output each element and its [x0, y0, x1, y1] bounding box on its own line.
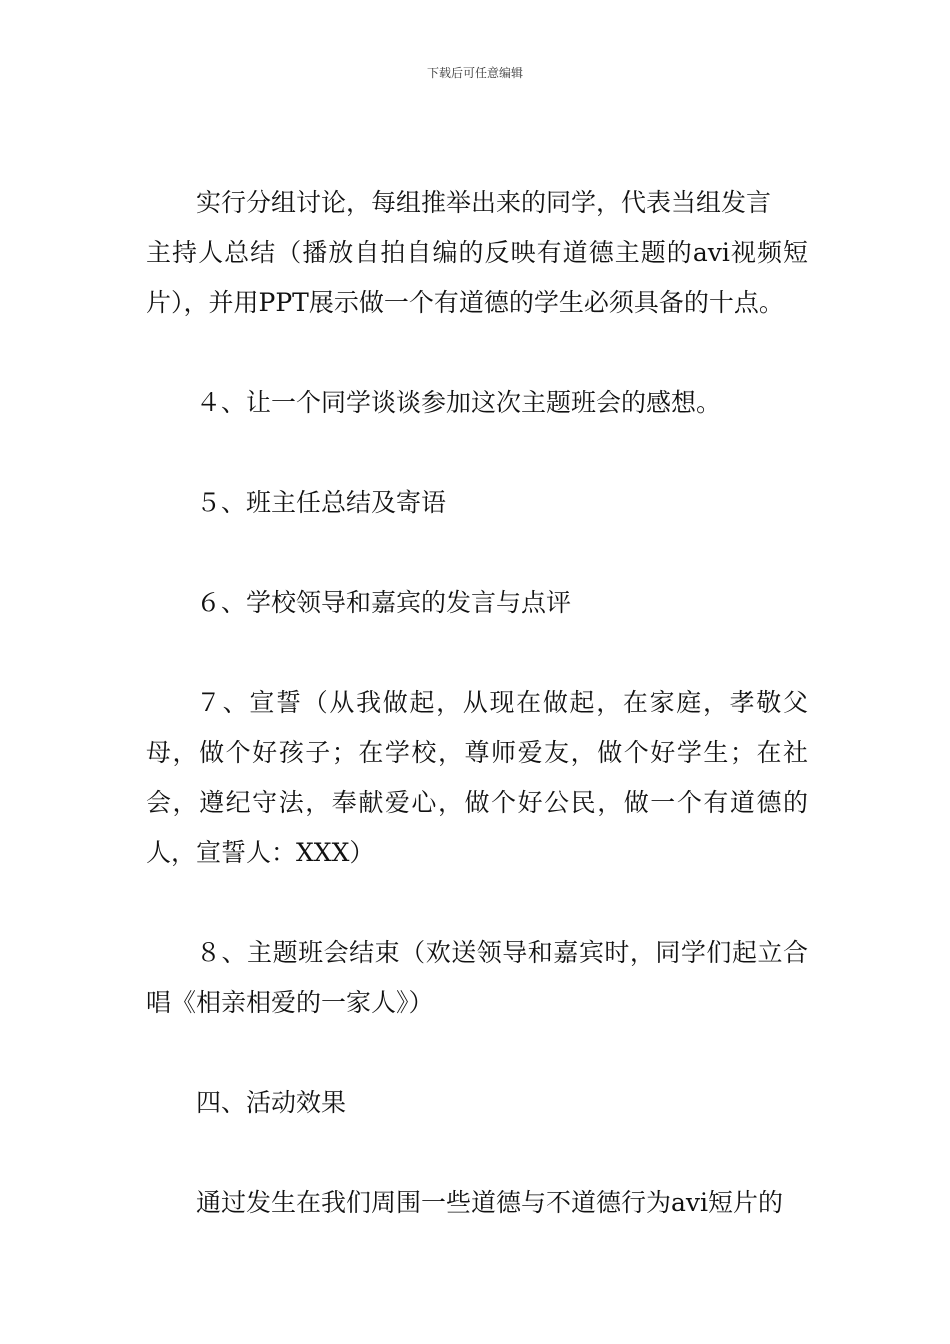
paragraph-effect-intro: 通过发生在我们周围一些道德与不道德行为avi短片的 — [196, 1188, 784, 1217]
paragraph-step-5: ５、班主任总结及寄语 — [196, 488, 447, 517]
paragraph-host-summary: 主持人总结（播放自拍自编的反映有道德主题的avi视频短片），并用PPT展示做一个有道德的学生必须具备的十点。 — [146, 238, 808, 317]
paragraph-group-discussion: 实行分组讨论，每组推举出来的同学，代表当组发言 — [196, 188, 772, 217]
document-body — [146, 178, 808, 1228]
paragraph-step-8: ８、主题班会结束（欢送领导和嘉宾时，同学们起立合唱《相亲相爱的一家人》） — [146, 938, 808, 1017]
paragraph-step-7-oath: ７、宣誓（从我做起，从现在做起，在家庭，孝敬父母，做个好孩子；在学校，尊师爱友，做个好学生；在社会，遵纪守法，奉献爱心，做个好公民，做一个有道德的人，宣誓人：XXX） — [146, 688, 808, 867]
paragraph-step-4: ４、让一个同学谈谈参加这次主题班会的感想。 — [196, 388, 722, 417]
page-header: 下载后可任意编辑 — [426, 66, 523, 80]
paragraph-step-6: ６、学校领导和嘉宾的发言与点评 — [196, 588, 572, 617]
section-heading-activity-effect: 四、活动效果 — [196, 1088, 347, 1117]
